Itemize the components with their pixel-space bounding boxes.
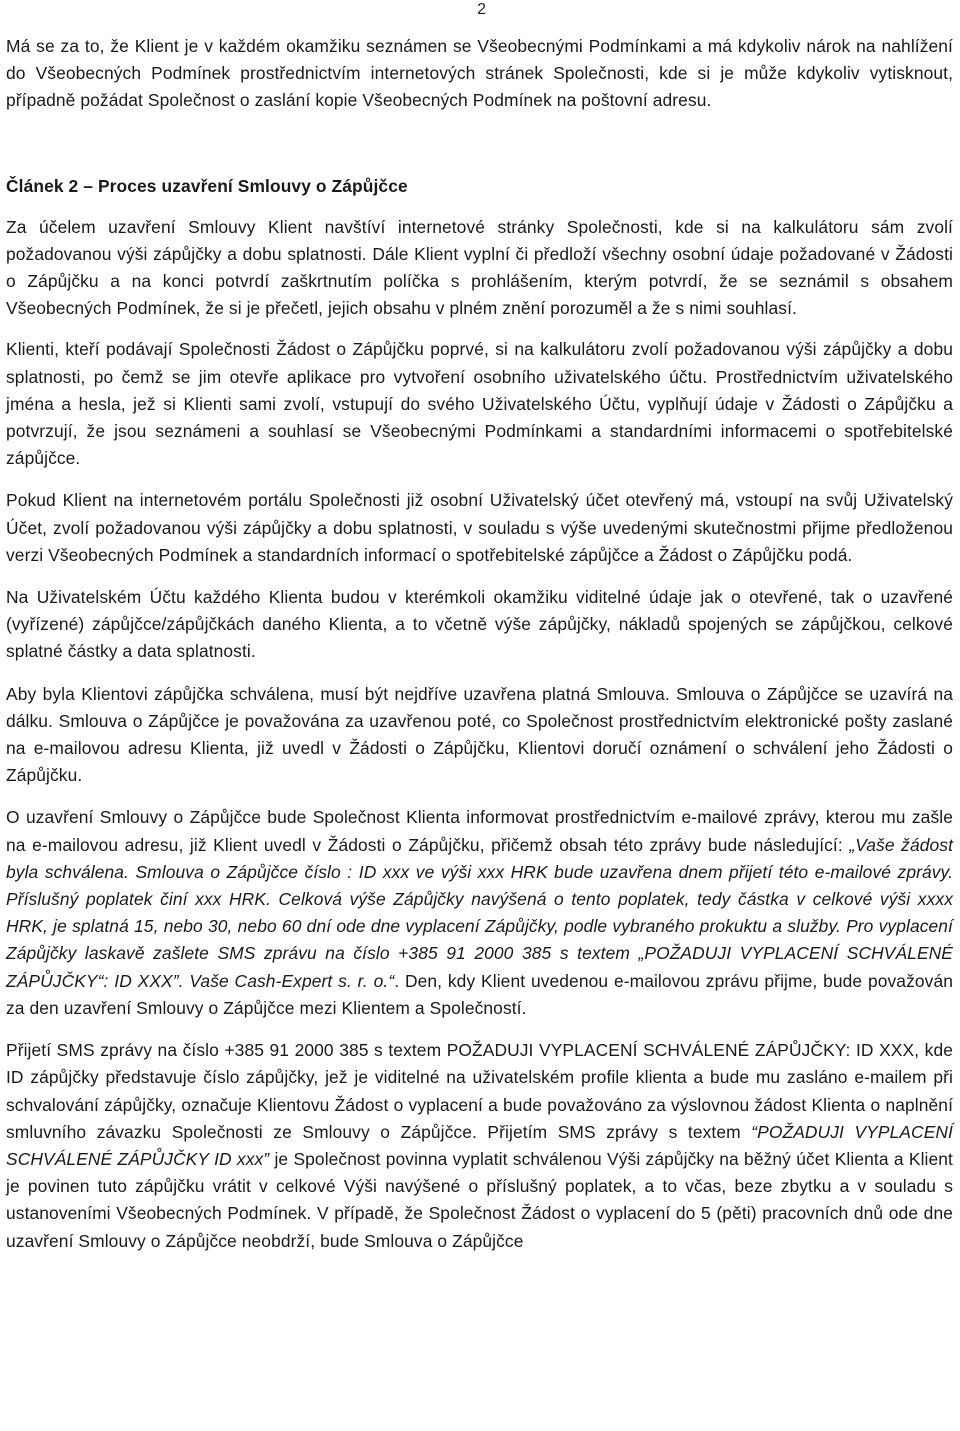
- paragraph-notification: [6, 804, 953, 1022]
- sms-tail: je Společnost povinna vyplatit schválenou Výši zápůjčky na běžný účet Klienta a Klient je povinen tuto zápůjčku vrátit v celkové Výši navýšené o příslušný poplatek, a to včas, beze zbytku a v souladu s ustanoveními Všeobecných Podmínek. V případě, že Společnost Žádost o vyplacení do 5 (pěti) pracovních dnů ode dne uzavření Smlouvy o Zápůjčce neobdrží, bude Smlouva o Zápůjčce: [6, 1148, 953, 1251]
- paragraph-account-visibility: Na Uživatelském Účtu každého Klienta budou v kterémkoli okamžiku viditelné údaje jak o otevřené, tak o uzavřené (vyřízené) zápůjčce/zápůjčkách daného Klienta, a to včetně výše zápůjčky, nákladů spojených se zápůjčkou, celkové splatné částky a data splatnosti.: [6, 587, 953, 662]
- article-heading: Článek 2 – Proces uzavření Smlouvy o Zápůjčce: [6, 175, 408, 196]
- paragraph-contract-conclusion: Aby byla Klientovi zápůjčka schválena, musí být nejdříve uzavřena platná Smlouva. Smlouva o Zápůjčce se uzavírá na dálku. Smlouva o Zápůjčce je považována za uzavřenou poté, co Společnost prostřednictvím elektronické pošty zaslané na e-mailovou adresu Klienta, již uvedl v Žádosti o Zápůjčku, Klientovi doručí oznámení o schválení jeho Žádosti o Zápůjčku.: [6, 683, 953, 786]
- intro-paragraph: Má se za to, že Klient je v každém okamžiku seznámen se Všeobecnými Podmínkami a má kdykoliv nárok na nahlížení do Všeobecných Podmínek prostřednictvím internetových stránek Společnosti, kde si je může kdykoliv vytisknout, případně požádat Společnost o zaslání kopie Všeobecných Podmínek na poštovní adresu.: [6, 36, 953, 111]
- sms-lead: Přijetí SMS zprávy na číslo +385 91 2000 385 s textem POŽADUJI VYPLACENÍ SCHVÁLENÉ ZÁPŮJČKY: ID XXX, kde ID zápůjčky představuje číslo zápůjčky, jež je viditelné na uživatelském profile klienta a bude mu zasláno e-mailem při schvalování zápůjčky, označuje Klientovu Žádost o vyplacení a bude považováno za výslovnou žádost Klienta o naplnění smluvního závazku Společnosti ze Smlouvy o Zápůjčce. Přijetím SMS zprávy s textem: [6, 1040, 953, 1142]
- sms-quote: “POŽADUJI VYPLACENÍ SCHVÁLENÉ ZÁPŮJČKY ID xxx”: [6, 1121, 953, 1169]
- page-number: 2: [477, 1, 486, 18]
- paragraph-sms-request: [6, 1037, 953, 1255]
- notification-email-quote: „Vaše žádost byla schválena. Smlouva o Zápůjčce číslo : ID xxx ve výši xxx HRK bude uzavřena dnem přijetí této e-mailové zprávy. Příslušný poplatek činí xxx HRK. Celková výše Zápůjčky navýšená o tento poplatek, tedy částka v celkové výši xxxx HRK, je splatná 15, nebo 30, nebo 60 dní ode dne vyplacení Zápůjčky, podle vybraného prokuktu a služby. Pro vyplacení Zápůjčky laskavě zašlete SMS zprávu na číslo +385 91 2000 385 s textem „POŽADUJI VYPLACENÍ SCHVÁLENÉ ZÁPŮJČKY“: ID XXX”. Vaše Cash-Expert s. r. o.“: [6, 834, 954, 991]
- paragraph-existing-account: Pokud Klient na internetovém portálu Společnosti již osobní Uživatelský účet otevřený má, vstoupí na svůj Uživatelský Účet, zvolí požadovanou výši zápůjčky a dobu splatnosti, v souladu s výše uvedenými skutečnostmi přijme předloženou verzi Všeobecných Podmínek a standardních informací o spotřebitelské zápůjčce a Žádost o Zápůjčku podá.: [6, 490, 953, 565]
- notification-lead: O uzavření Smlouvy o Zápůjčce bude Společnost Klienta informovat prostřednictvím e-mailové zprávy, kterou mu zašle na e-mailovou adresu, již Klient uvedl v Žádosti o Zápůjčku, přičemž obsah této zprávy bude následující:: [6, 807, 953, 855]
- paragraph-first-time-clients: Klienti, kteří podávají Společnosti Žádost o Zápůjčku poprvé, si na kalkulátoru zvolí požadovanou výši zápůjčky a dobu splatnosti, po čemž se jim otevře aplikace pro vytvoření osobního uživatelského účtu. Prostřednictvím uživatelského jména a hesla, jež si Klienti sami zvolí, vstupují do svého Uživatelského Účtu, vyplňují údaje v Žádosti o Zápůjčku a potvrzují, že jsou seznámeni a souhlasí se Všeobecnými Podmínkami a standardními informacemi o spotřebitelské zápůjčce.: [6, 339, 953, 469]
- notification-tail: . Den, kdy Klient uvedenou e-mailovou zprávu přijme, bude považován za den uzavření Smlouvy o Zápůjčce mezi Klientem a Společností.: [6, 970, 953, 1018]
- document-body: [6, 33, 953, 1270]
- paragraph-application: Za účelem uzavření Smlouvy Klient navštíví internetové stránky Společnosti, kde si na kalkulátoru sám zvolí požadovanou výši zápůjčky a dobu splatnosti. Dále Klient vyplní či předloží všechny osobní údaje požadované v Žádosti o Zápůjčku a na konci potvrdí zaškrtnutím políčka s prohlášením, kterým potvrdí, že se seznámil s obsahem Všeobecných Podmínek, že si je přečetl, jejich obsahu v plném znění porozuměl a že s nimi souhlasí.: [6, 216, 953, 319]
